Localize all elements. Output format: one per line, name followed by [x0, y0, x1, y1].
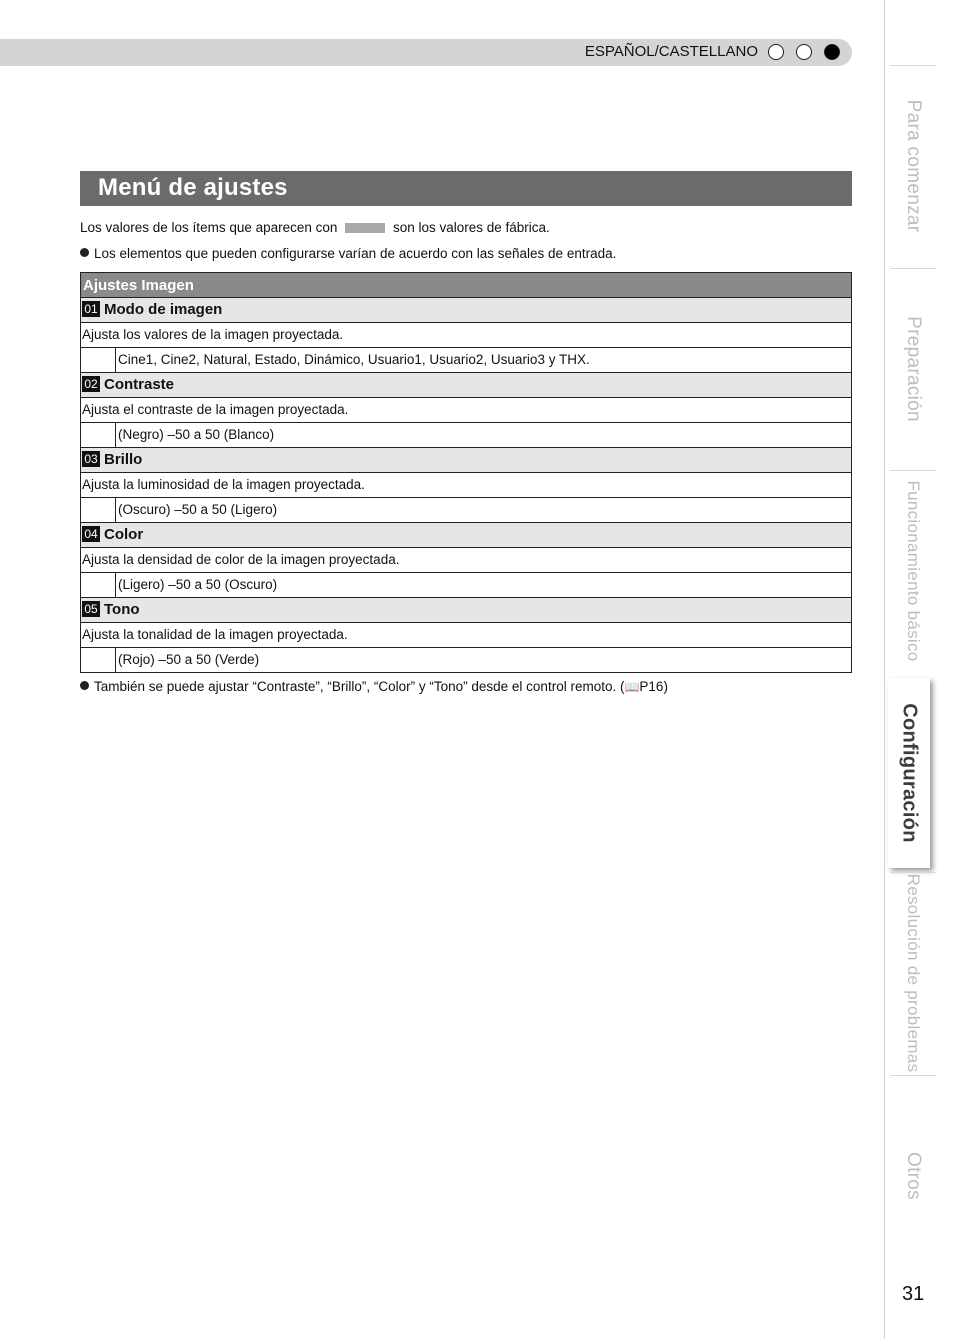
item-header — [81, 448, 851, 473]
item-name: Tono — [104, 601, 140, 618]
item-number: 04 — [82, 526, 100, 542]
item-values-row — [81, 648, 851, 672]
tab-label: Otros — [903, 1151, 924, 1200]
tab-label: Preparación — [903, 315, 924, 422]
page-title: Menú de ajustes — [98, 174, 288, 201]
tab-para-comenzar[interactable] — [890, 65, 936, 265]
item-name: Brillo — [104, 451, 143, 468]
bullet-icon — [80, 248, 89, 257]
item-description: Ajusta la tonalidad de la imagen proyectada. — [81, 623, 851, 648]
bullet-icon — [80, 681, 89, 690]
circle-icon — [796, 44, 812, 60]
item-description: Ajusta la luminosidad de la imagen proyectada. — [81, 473, 851, 498]
side-tabs — [884, 0, 954, 1339]
item-values-row — [81, 348, 851, 373]
page-reference: P16) — [639, 679, 668, 694]
table-header: Ajustes Imagen — [81, 273, 851, 298]
item-values-row — [81, 423, 851, 448]
language-bar — [0, 39, 852, 66]
book-reference-icon: 📖 — [624, 680, 640, 694]
tab-resolucion-de-problemas[interactable] — [890, 872, 936, 1072]
tab-label: Resolución de problemas — [904, 873, 923, 1072]
intro-before: Los valores de los ítems que aparecen con — [80, 220, 338, 235]
item-description: Ajusta la densidad de color de la imagen proyectada. — [81, 548, 851, 573]
bullet-note — [80, 246, 616, 261]
bullet-text: Los elementos que pueden configurarse varían de acuerdo con las señales de entrada. — [94, 246, 617, 261]
tab-configuracion[interactable] — [888, 678, 930, 868]
item-name: Contraste — [104, 376, 175, 393]
language-label: ESPAÑOL/CASTELLANO — [584, 43, 758, 60]
note-text: También se puede ajustar “Contraste”, “Brillo”, “Color” y “Tono” desde el control remoto. ( — [94, 679, 625, 694]
item-name: Modo de imagen — [104, 301, 223, 318]
item-number: 01 — [82, 301, 100, 317]
item-header — [81, 523, 851, 548]
item-values: (Ligero) –50 a 50 (Oscuro) — [118, 577, 278, 592]
factory-default-swatch — [345, 223, 385, 233]
settings-table — [80, 272, 852, 673]
item-values: (Oscuro) –50 a 50 (Ligero) — [118, 502, 278, 517]
item-number: 03 — [82, 451, 100, 467]
item-values: (Rojo) –50 a 50 (Verde) — [118, 652, 260, 667]
intro-after: son los valores de fábrica. — [392, 220, 550, 235]
item-number: 02 — [82, 376, 100, 392]
item-header — [81, 373, 851, 398]
item-header — [81, 598, 851, 623]
item-description: Ajusta los valores de la imagen proyectada. — [81, 323, 851, 348]
item-values: (Negro) –50 a 50 (Blanco) — [118, 427, 275, 442]
intro-text — [80, 220, 550, 235]
tab-preparacion[interactable] — [890, 268, 936, 468]
page-title-bar — [80, 171, 852, 206]
item-values-row — [81, 498, 851, 523]
page-number: 31 — [902, 1283, 925, 1305]
item-name: Color — [104, 526, 144, 543]
tab-funcionamiento-basico[interactable] — [890, 470, 936, 670]
item-header — [81, 298, 851, 323]
circle-icon — [768, 44, 784, 60]
tab-label: Para comenzar — [903, 99, 924, 232]
filled-circle-icon — [824, 44, 840, 60]
tab-label: Funcionamiento básico — [904, 479, 923, 662]
item-number: 05 — [82, 601, 100, 617]
tab-label: Configuración — [898, 703, 921, 843]
remote-note — [80, 679, 668, 694]
item-description: Ajusta el contraste de la imagen proyectada. — [81, 398, 851, 423]
item-values-row — [81, 573, 851, 598]
item-values: Cine1, Cine2, Natural, Estado, Dinámico, Usuario1, Usuario2, Usuario3 y THX. — [118, 352, 590, 367]
tab-otros[interactable] — [890, 1075, 936, 1275]
